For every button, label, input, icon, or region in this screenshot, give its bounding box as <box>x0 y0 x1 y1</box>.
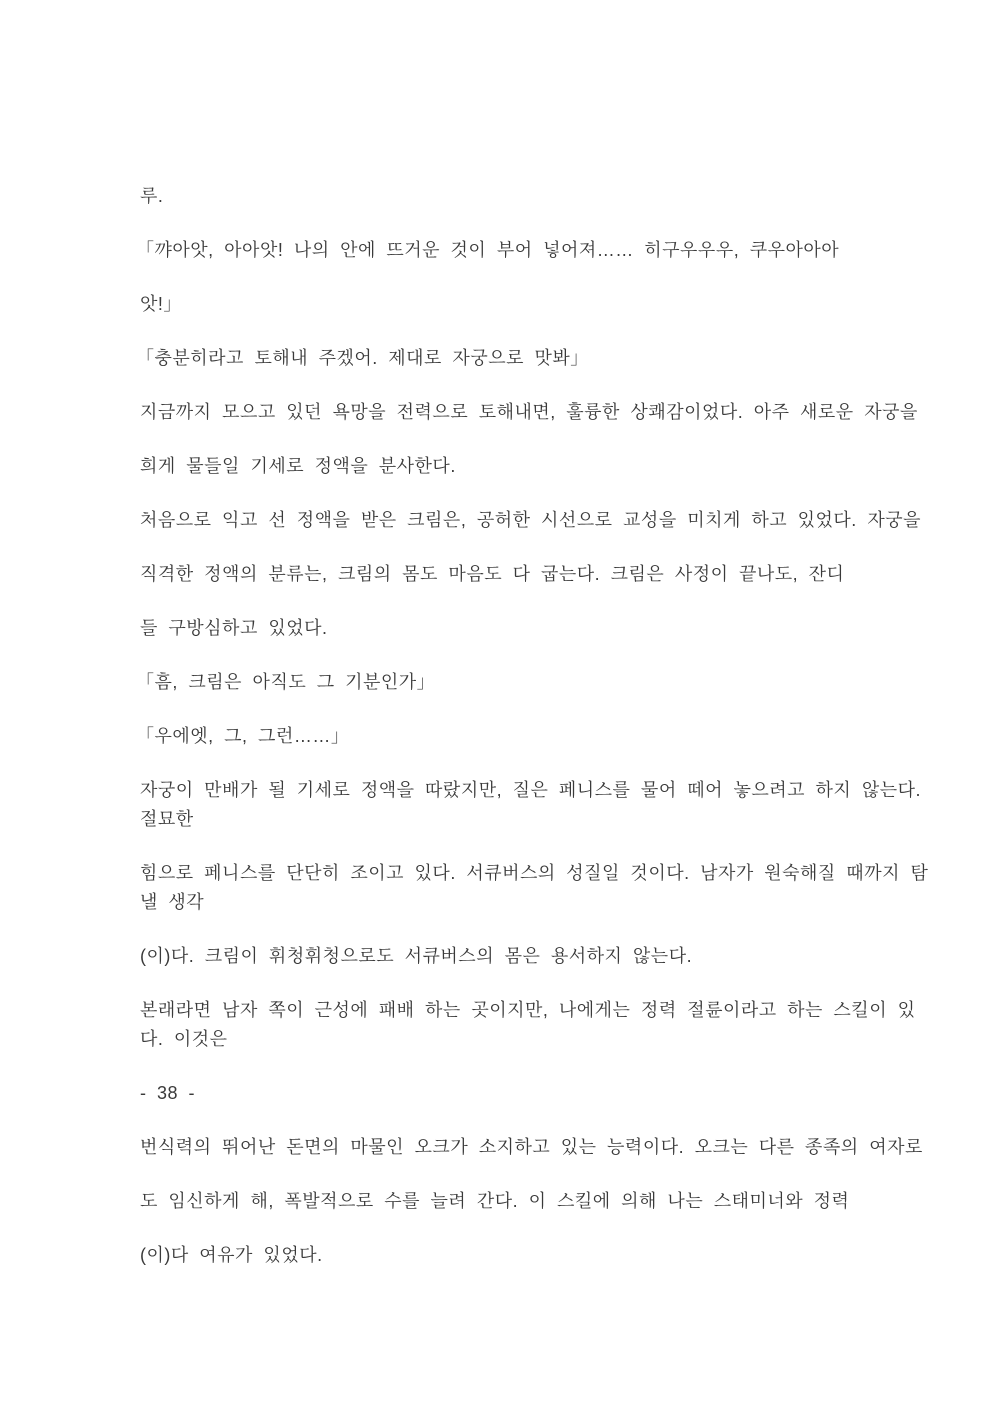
text-line: 번식력의 뛰어난 돈면의 마물인 오크가 소지하고 있는 능력이다. 오크는 다른 종족의 여자로 <box>140 1137 923 1157</box>
text-line: 처음으로 익고 선 정액을 받은 크림은, 공허한 시선으로 교성을 미치게 하고 있었다. 자궁을 <box>140 510 921 530</box>
text-line: 루. <box>140 186 164 206</box>
dialogue-line: 앗!」 <box>140 294 182 314</box>
text-line: 희게 물들일 기세로 정액을 분사한다. <box>140 456 456 476</box>
dialogue-line: 「흠, 크림은 아직도 그 기분인가」 <box>136 672 436 692</box>
dialogue-line: 「꺄아앗, 아아앗! 나의 안에 뜨거운 것이 부어 넣어져…… 히구우우우, 쿠우아아아 <box>136 240 840 260</box>
text-line: (이)다. 크림이 휘청휘청으로도 서큐버스의 몸은 용서하지 않는다. <box>140 946 693 966</box>
text-line: 직격한 정액의 분류는, 크림의 몸도 마음도 다 굽는다. 크림은 사정이 끝나도, 잔디 <box>140 564 845 584</box>
text-line: 지금까지 모으고 있던 욕망을 전력으로 토해내면, 훌륭한 상쾌감이었다. 아주 새로운 자궁을 <box>140 402 918 422</box>
dialogue-line: 「우에엣, 그, 그런……」 <box>136 726 350 746</box>
text-line: 다. 이것은 <box>140 1029 228 1049</box>
text-line: 본래라면 남자 쪽이 근성에 패배 하는 곳이지만, 나에게는 정력 절륜이라고 하는 스킬이 있 <box>140 1000 916 1020</box>
text-line: 도 임신하게 해, 폭발적으로 수를 늘려 간다. 이 스킬에 의해 나는 스태미너와 정력 <box>140 1191 850 1211</box>
text-line: 자궁이 만배가 될 기세로 정액을 따랐지만, 질은 페니스를 물어 떼어 놓으려고 하지 않는다. <box>140 780 921 800</box>
text-line: 절묘한 <box>140 809 194 829</box>
text-line: 힘으로 페니스를 단단히 조이고 있다. 서큐버스의 성질일 것이다. 남자가 원숙해질 때까지 탐 <box>140 863 929 883</box>
text-line: 낼 생각 <box>140 892 205 912</box>
page-number: - 38 - <box>140 1083 196 1103</box>
text-line: (이)다 여유가 있었다. <box>140 1245 323 1265</box>
dialogue-line: 「충분히라고 토해내 주겠어. 제대로 자궁으로 맛봐」 <box>136 348 589 368</box>
text-line: 들 구방심하고 있었다. <box>140 618 328 638</box>
